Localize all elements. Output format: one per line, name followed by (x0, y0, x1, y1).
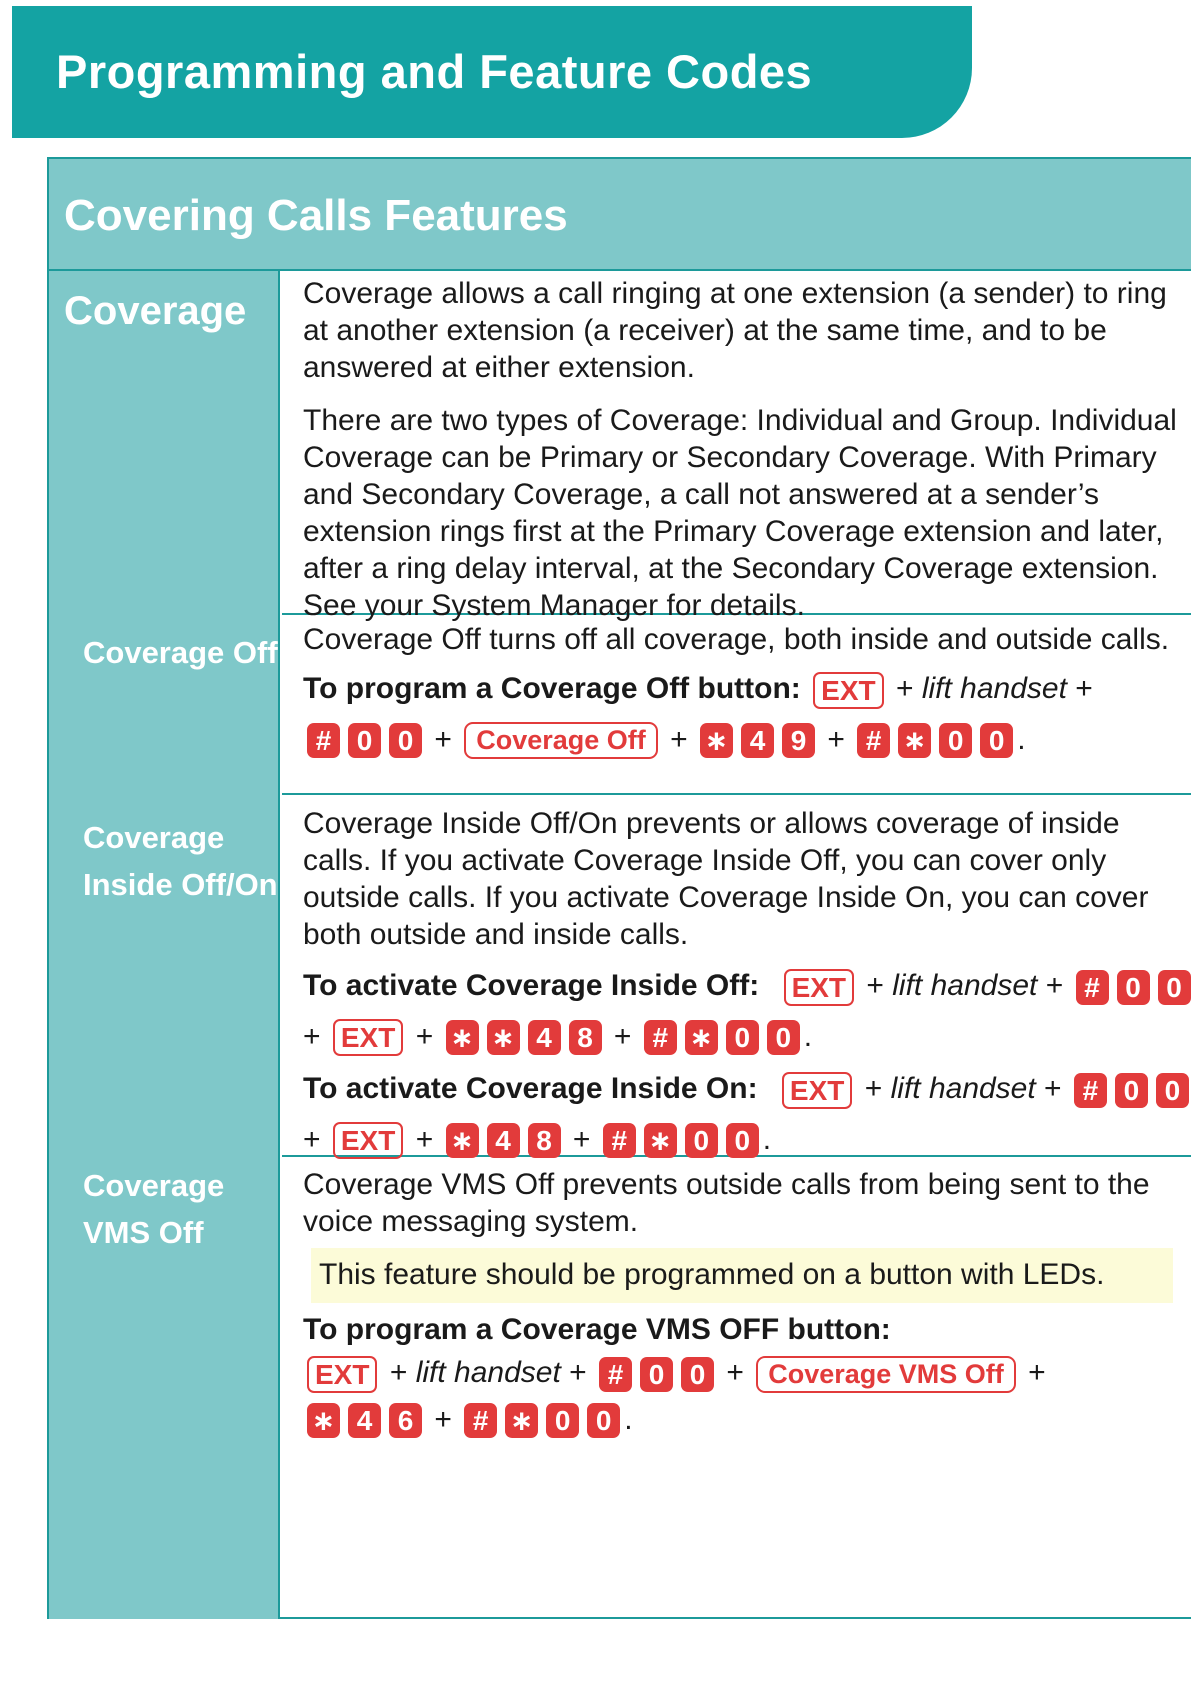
ext-button: EXT (782, 1072, 852, 1109)
plus-sign: + (415, 1019, 434, 1053)
coverage-description (303, 275, 1183, 624)
hash-key: # (603, 1123, 636, 1158)
coverage-vms-code-row-1 (303, 1354, 1183, 1393)
star-key: ∗ (505, 1403, 538, 1438)
page-title: Programming and Feature Codes (56, 45, 813, 98)
coverage-off-section (303, 621, 1183, 759)
label-coverage: Coverage (64, 289, 247, 333)
star-key: ∗ (700, 723, 733, 758)
star-key: ∗ (487, 1020, 520, 1055)
key-0: 0 (726, 1123, 759, 1158)
coverage-off-feature-button: Coverage Off (464, 722, 658, 759)
plus-sign: + (895, 672, 914, 705)
coverage-paragraph-1: Coverage allows a call ringing at one extension (a sender) to ring at another extension (a receiver) at the same time, and to be answered at either extension. (303, 277, 1167, 384)
ext-button: EXT (307, 1356, 377, 1393)
coverage-vms-feature-button: Coverage VMS Off (756, 1356, 1016, 1393)
key-0: 0 (1115, 1073, 1148, 1108)
plus-sign: + (303, 1019, 321, 1053)
key-0: 0 (546, 1403, 579, 1438)
plus-sign: + (866, 969, 884, 1002)
hash-key: # (1074, 1073, 1107, 1108)
key-0: 0 (767, 1020, 800, 1055)
star-key: ∗ (685, 1020, 718, 1055)
coverage-vms-code-row-2 (303, 1401, 1183, 1439)
coverage-inside-off-instructions (303, 967, 1183, 1056)
coverage-inside-on-code-row (303, 1121, 1183, 1160)
coverage-vms-section (303, 1166, 1183, 1438)
star-key: ∗ (898, 723, 931, 758)
star-key: ∗ (307, 1403, 340, 1438)
plus-sign: + (434, 1402, 452, 1436)
key-4: 4 (528, 1020, 561, 1055)
coverage-vms-instructions (303, 1311, 1183, 1438)
coverage-off-instruction-label: To program a Coverage Off button: (303, 672, 801, 705)
lift-handset-text: lift handset (921, 672, 1067, 705)
ext-button: EXT (813, 672, 883, 709)
ext-button: EXT (333, 1019, 403, 1056)
coverage-off-description: Coverage Off turns off all coverage, both inside and outside calls. (303, 623, 1170, 656)
plus-sign: + (572, 1122, 591, 1156)
plus-sign: + (389, 1356, 408, 1389)
key-9: 9 (782, 723, 815, 758)
period: . (1017, 722, 1026, 756)
key-0: 0 (389, 723, 422, 758)
star-key: ∗ (446, 1020, 479, 1055)
lift-handset-text: lift handset (415, 1356, 561, 1389)
label-coverage-inside-line2: Inside Off/On (83, 867, 278, 902)
coverage-inside-off-code-row (303, 1018, 1183, 1057)
plus-sign: + (613, 1019, 632, 1053)
plus-sign: + (1044, 1072, 1062, 1106)
key-0: 0 (980, 723, 1013, 758)
coverage-off-code-row (303, 721, 1183, 760)
plus-sign: + (827, 722, 845, 756)
hash-key: # (857, 723, 890, 758)
key-8: 8 (569, 1020, 602, 1055)
ext-button: EXT (333, 1122, 403, 1159)
coverage-vms-instruction-label: To program a Coverage VMS OFF button: (303, 1313, 891, 1346)
period: . (803, 1019, 813, 1053)
plus-sign: + (726, 1356, 744, 1389)
coverage-off-instructions (303, 670, 1183, 759)
plus-sign: + (569, 1356, 587, 1389)
coverage-inside-section (303, 805, 1183, 1159)
plus-sign: + (670, 722, 688, 756)
hash-key: # (644, 1020, 677, 1055)
period: . (762, 1122, 772, 1156)
plus-sign: + (1028, 1356, 1046, 1389)
key-0: 0 (939, 723, 972, 758)
key-0: 0 (640, 1357, 673, 1392)
key-0: 0 (726, 1020, 759, 1055)
plus-sign: + (434, 722, 452, 756)
row-divider (282, 793, 1191, 795)
feature-table (47, 157, 1191, 1619)
key-0: 0 (1117, 970, 1150, 1005)
section-title: Covering Calls Features (64, 191, 568, 240)
key-4: 4 (741, 723, 774, 758)
label-coverage-vms-line2: VMS Off (83, 1215, 204, 1250)
header-banner (12, 6, 972, 138)
lift-handset-text: lift handset (892, 969, 1038, 1002)
coverage-inside-off-label: To activate Coverage Inside Off: (303, 969, 760, 1002)
label-coverage-inside (83, 814, 278, 908)
plus-sign: + (415, 1122, 434, 1156)
plus-sign: + (1075, 672, 1093, 705)
key-0: 0 (685, 1123, 718, 1158)
hash-key: # (307, 723, 340, 758)
plus-sign: + (864, 1072, 883, 1106)
lift-handset-text: lift handset (890, 1072, 1036, 1106)
section-header (49, 159, 1191, 271)
key-0: 0 (348, 723, 381, 758)
period: . (624, 1402, 633, 1436)
feature-label-column (49, 271, 280, 1619)
plus-sign: + (303, 1122, 321, 1156)
label-coverage-off: Coverage Off (83, 635, 278, 670)
star-key: ∗ (644, 1123, 677, 1158)
key-0: 0 (1156, 1073, 1189, 1108)
hash-key: # (464, 1403, 497, 1438)
coverage-inside-on-label: To activate Coverage Inside On: (303, 1072, 758, 1106)
key-6: 6 (389, 1403, 422, 1438)
key-0: 0 (681, 1357, 714, 1392)
plus-sign: + (1045, 969, 1064, 1002)
hash-key: # (599, 1357, 632, 1392)
label-coverage-vms-line1: Coverage (83, 1168, 225, 1203)
key-4: 4 (348, 1403, 381, 1438)
coverage-paragraph-2: There are two types of Coverage: Individual and Group. Individual Coverage can be Primary or Secondary Coverage. With Primary and Secondary Coverage, a call not answered at a sender’s extension rings first at the Primary Coverage extension and later, after a ring delay interval, at the Secondary Coverage extension. See your System Manager for details. (303, 404, 1177, 622)
hash-key: # (1076, 970, 1109, 1005)
star-key: ∗ (446, 1123, 479, 1158)
label-coverage-inside-line1: Coverage (83, 820, 225, 855)
coverage-inside-on-instructions (303, 1070, 1183, 1159)
ext-button: EXT (784, 969, 854, 1006)
key-4: 4 (487, 1123, 520, 1158)
key-0: 0 (1158, 970, 1191, 1005)
led-note: This feature should be programmed on a button with LEDs. (311, 1248, 1173, 1303)
key-0: 0 (587, 1403, 620, 1438)
coverage-vms-description: Coverage VMS Off prevents outside calls from being sent to the voice messaging system. (303, 1168, 1150, 1238)
label-coverage-vms (83, 1162, 224, 1256)
key-8: 8 (528, 1123, 561, 1158)
coverage-inside-description: Coverage Inside Off/On prevents or allows coverage of inside calls. If you activate Coverage Inside Off, you can cover only outside calls. If you activate Coverage Inside On, you can cover both outside and inside calls. (303, 807, 1149, 951)
